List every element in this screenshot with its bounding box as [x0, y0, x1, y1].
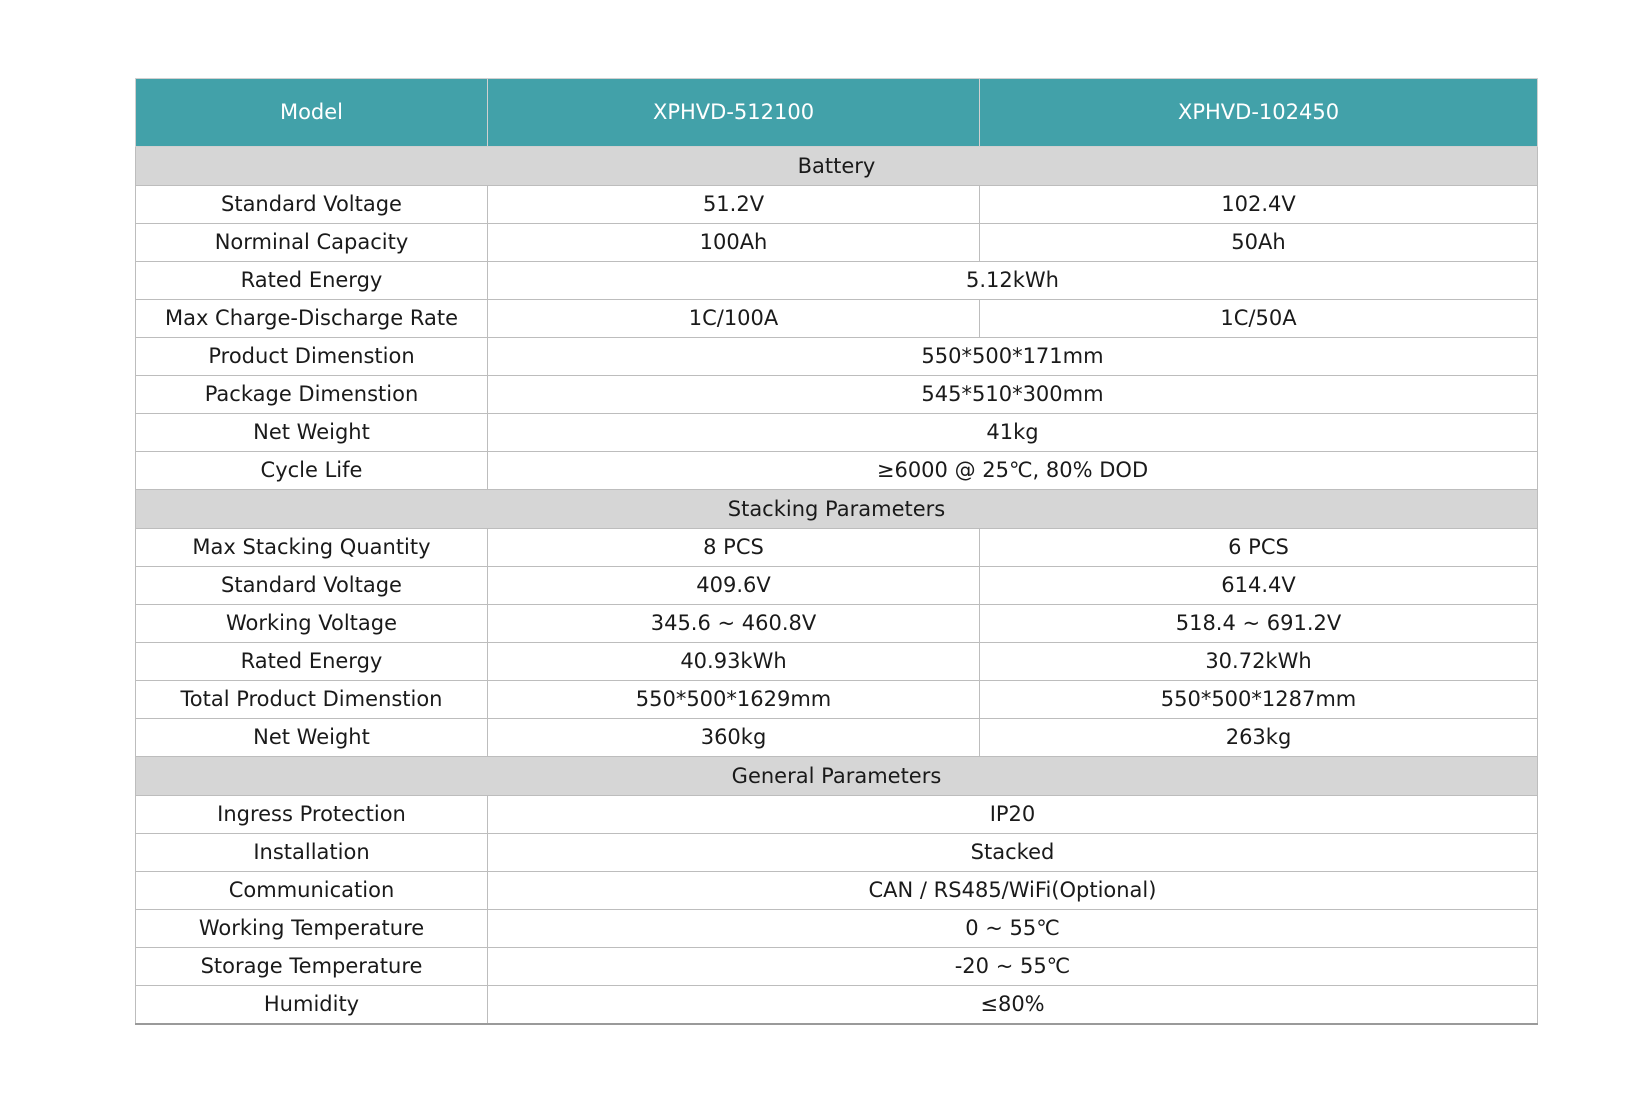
- table-row: [136, 529, 1538, 567]
- section-header-row: [136, 490, 1538, 529]
- table-row: [136, 452, 1538, 490]
- section-header-row: [136, 757, 1538, 796]
- row-value-model-1: 100Ah: [488, 224, 980, 262]
- row-shared-value: 41kg: [488, 414, 1538, 452]
- section-title: Stacking Parameters: [136, 490, 1538, 529]
- table-row: [136, 986, 1538, 1025]
- row-value-model-1: 40.93kWh: [488, 643, 980, 681]
- row-label: Max Charge-Discharge Rate: [136, 300, 488, 338]
- row-label: Storage Temperature: [136, 948, 488, 986]
- spec-table: [135, 78, 1538, 1025]
- row-value-model-2: 30.72kWh: [980, 643, 1538, 681]
- row-shared-value: CAN / RS485/WiFi(Optional): [488, 872, 1538, 910]
- row-label: Working Voltage: [136, 605, 488, 643]
- row-label: Norminal Capacity: [136, 224, 488, 262]
- table-row: [136, 376, 1538, 414]
- table-header-row: [136, 79, 1538, 147]
- row-label: Standard Voltage: [136, 186, 488, 224]
- row-value-model-2: 102.4V: [980, 186, 1538, 224]
- row-value-model-2: 50Ah: [980, 224, 1538, 262]
- row-value-model-1: 345.6 ~ 460.8V: [488, 605, 980, 643]
- row-shared-value: 0 ~ 55℃: [488, 910, 1538, 948]
- row-label: Rated Energy: [136, 643, 488, 681]
- row-label: Rated Energy: [136, 262, 488, 300]
- row-value-model-1: 1C/100A: [488, 300, 980, 338]
- row-shared-value: 545*510*300mm: [488, 376, 1538, 414]
- table-row: [136, 910, 1538, 948]
- row-label: Ingress Protection: [136, 796, 488, 834]
- row-shared-value: ≥6000 @ 25℃, 80% DOD: [488, 452, 1538, 490]
- row-label: Communication: [136, 872, 488, 910]
- table-row: [136, 605, 1538, 643]
- row-label: Max Stacking Quantity: [136, 529, 488, 567]
- row-value-model-1: 51.2V: [488, 186, 980, 224]
- row-value-model-2: 614.4V: [980, 567, 1538, 605]
- row-shared-value: 550*500*171mm: [488, 338, 1538, 376]
- header-model-2: XPHVD-102450: [980, 79, 1538, 147]
- table-row: [136, 643, 1538, 681]
- spec-table-body: [136, 79, 1538, 1025]
- row-label: Package Dimenstion: [136, 376, 488, 414]
- table-row: [136, 567, 1538, 605]
- row-label: Cycle Life: [136, 452, 488, 490]
- row-value-model-2: 6 PCS: [980, 529, 1538, 567]
- row-value-model-2: 550*500*1287mm: [980, 681, 1538, 719]
- table-row: [136, 796, 1538, 834]
- row-label: Humidity: [136, 986, 488, 1025]
- section-title: General Parameters: [136, 757, 1538, 796]
- table-row: [136, 872, 1538, 910]
- table-row: [136, 719, 1538, 757]
- row-label: Net Weight: [136, 719, 488, 757]
- section-title: Battery: [136, 147, 1538, 186]
- table-row: [136, 948, 1538, 986]
- row-shared-value: Stacked: [488, 834, 1538, 872]
- row-shared-value: -20 ~ 55℃: [488, 948, 1538, 986]
- row-value-model-2: 263kg: [980, 719, 1538, 757]
- table-row: [136, 186, 1538, 224]
- row-label: Working Temperature: [136, 910, 488, 948]
- row-label: Total Product Dimenstion: [136, 681, 488, 719]
- row-label: Standard Voltage: [136, 567, 488, 605]
- table-row: [136, 300, 1538, 338]
- row-shared-value: IP20: [488, 796, 1538, 834]
- table-row: [136, 262, 1538, 300]
- row-value-model-1: 409.6V: [488, 567, 980, 605]
- row-label: Net Weight: [136, 414, 488, 452]
- row-label: Product Dimenstion: [136, 338, 488, 376]
- row-shared-value: 5.12kWh: [488, 262, 1538, 300]
- row-label: Installation: [136, 834, 488, 872]
- section-header-row: [136, 147, 1538, 186]
- row-value-model-1: 360kg: [488, 719, 980, 757]
- table-row: [136, 338, 1538, 376]
- row-shared-value: ≤80%: [488, 986, 1538, 1025]
- row-value-model-2: 1C/50A: [980, 300, 1538, 338]
- table-row: [136, 414, 1538, 452]
- table-row: [136, 834, 1538, 872]
- table-row: [136, 224, 1538, 262]
- row-value-model-1: 8 PCS: [488, 529, 980, 567]
- header-model-1: XPHVD-512100: [488, 79, 980, 147]
- row-value-model-2: 518.4 ~ 691.2V: [980, 605, 1538, 643]
- header-model-label: Model: [136, 79, 488, 147]
- table-row: [136, 681, 1538, 719]
- row-value-model-1: 550*500*1629mm: [488, 681, 980, 719]
